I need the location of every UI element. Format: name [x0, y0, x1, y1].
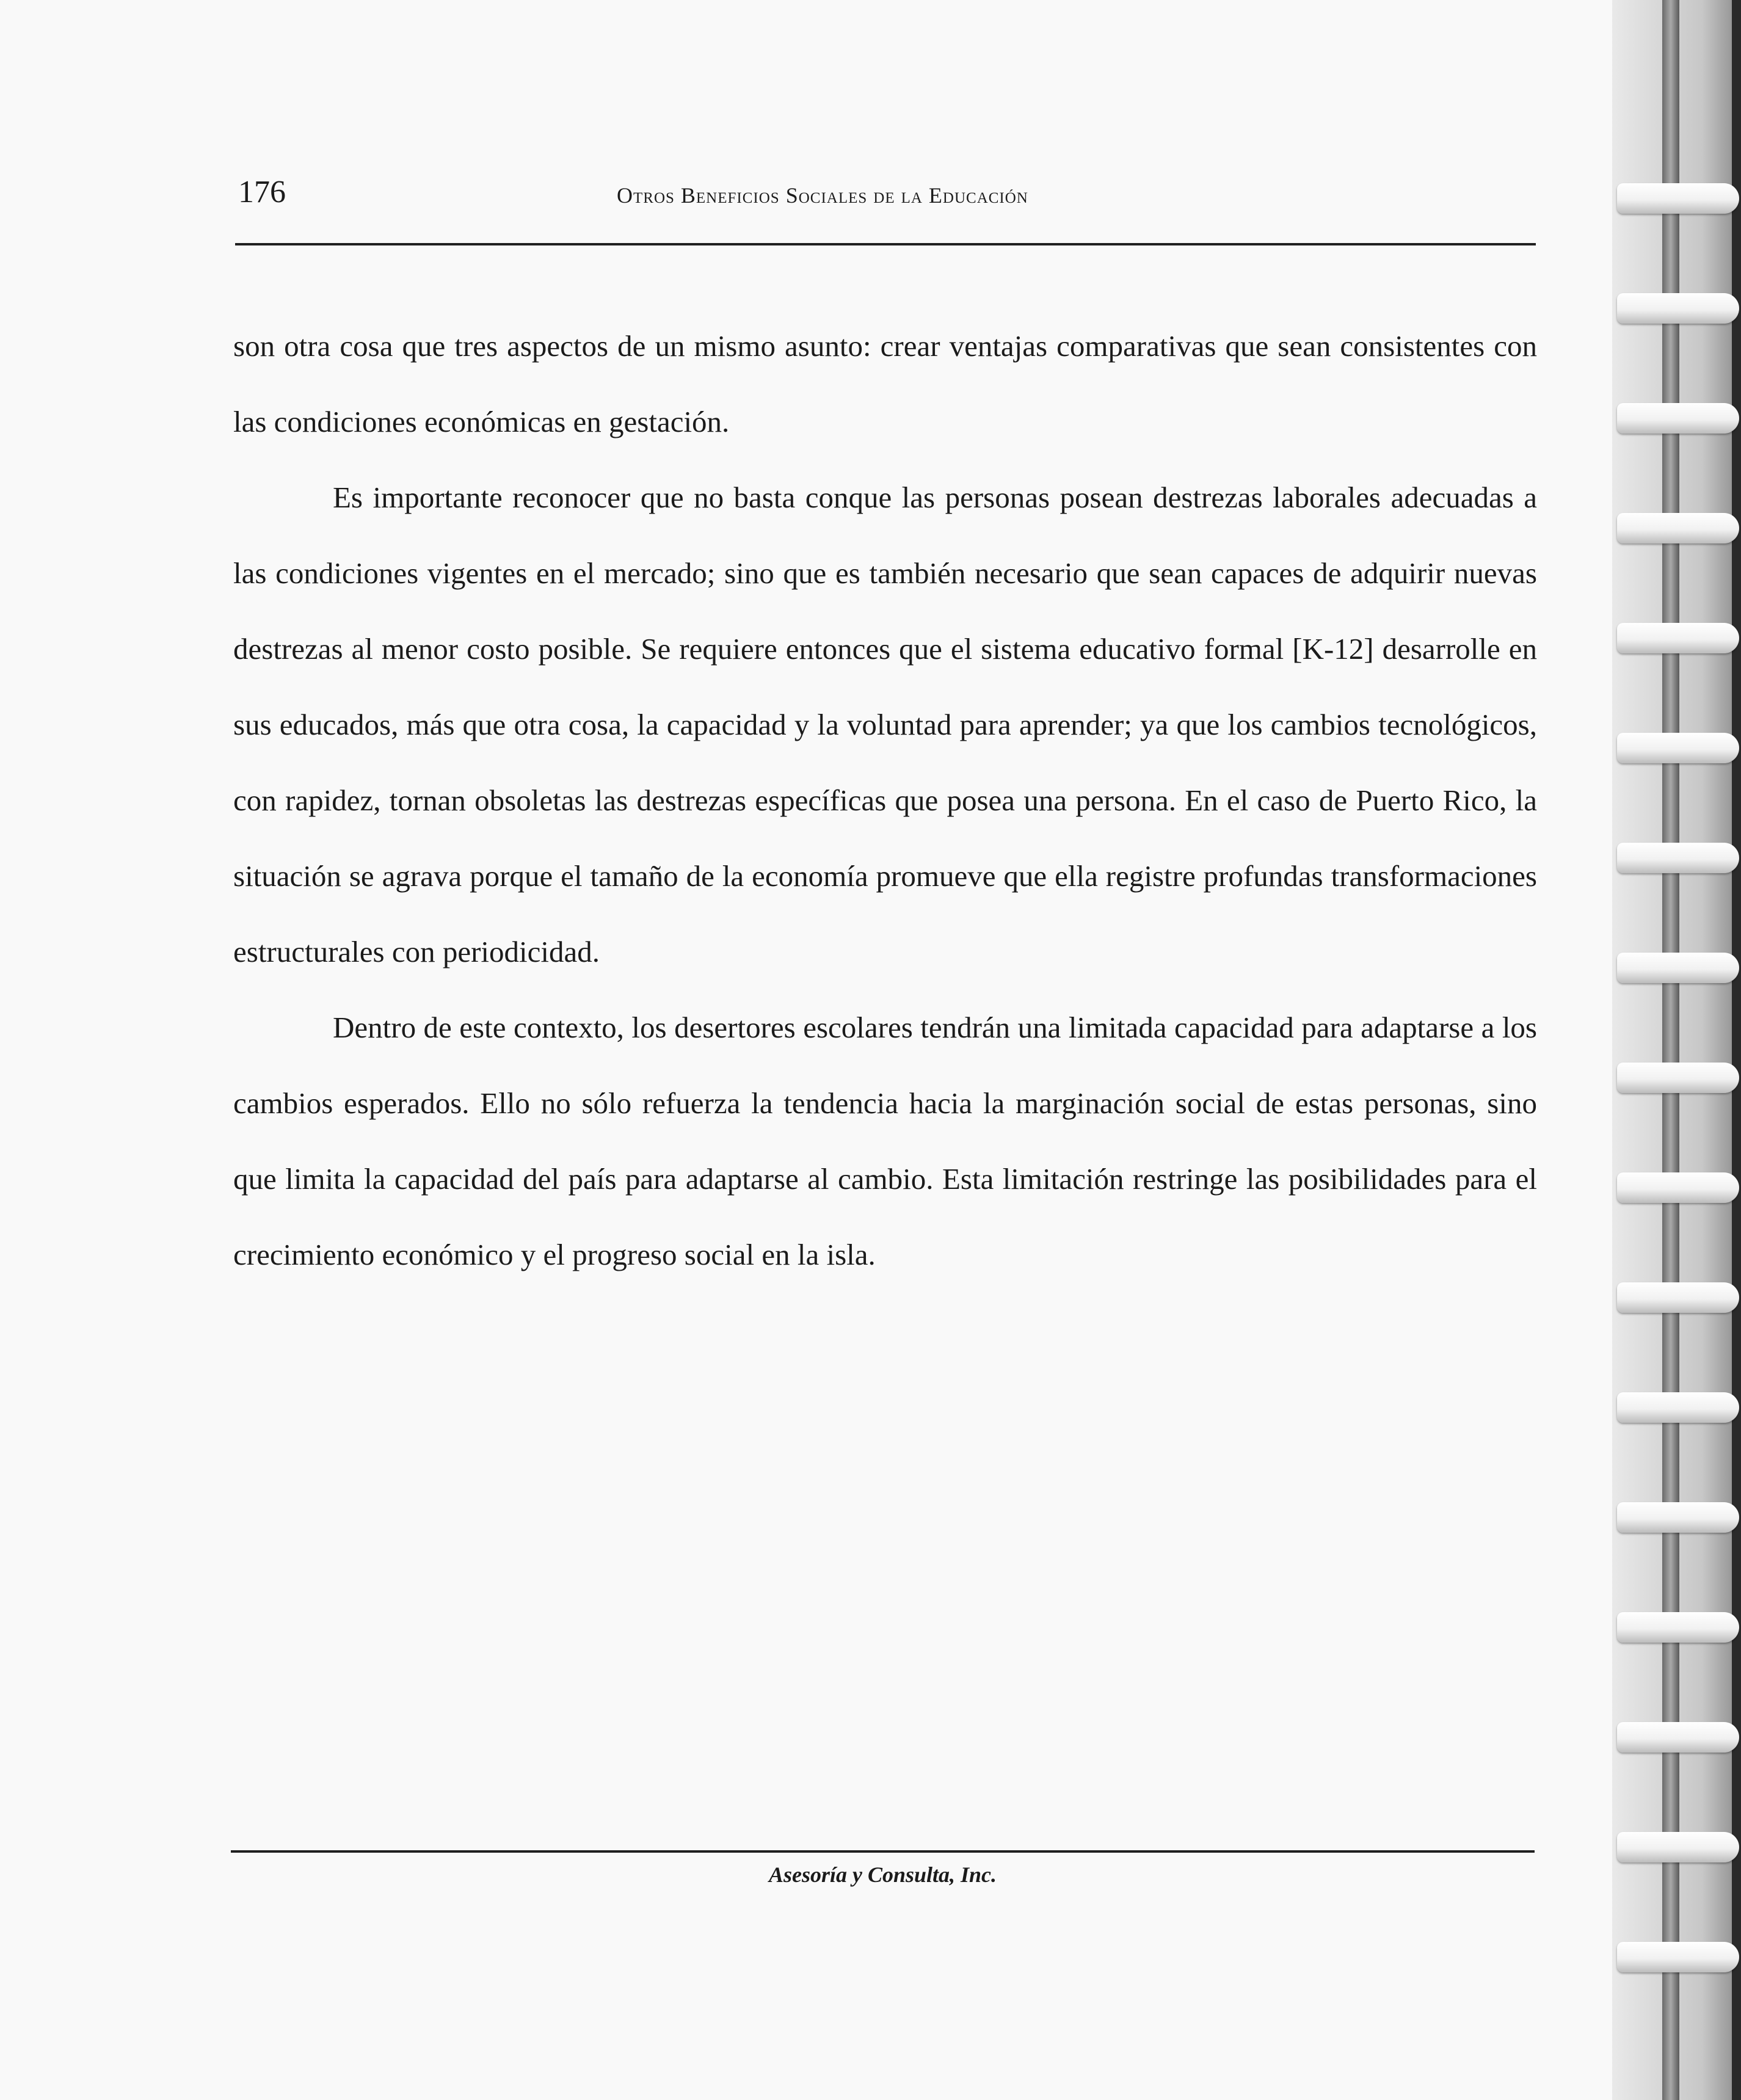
binding-coil: [1617, 1832, 1739, 1862]
running-title: Otros Beneficios Sociales de la Educación: [617, 183, 1028, 208]
header-rule: [235, 243, 1536, 245]
binding-coil: [1617, 183, 1739, 214]
paragraph-2: Es importante reconocer que no basta conque las personas posean destrezas laborales adecuadas a las condiciones vigentes en el mercado; sino que es también necesario que sean capaces de adquirir nuevas destrezas al menor costo posible. Se requiere entonces que el sistema educativo formal [K-12] desarrolle en sus educados, más que otra cosa, la capacidad y la voluntad para aprender; ya que los cambios tecnológicos, con rapidez, tornan obsoletas las destrezas específicas que posea una persona. En el caso de Puerto Rico, la situación se agrava porque el tamaño de la economía promueve que ella registre profundas transformaciones estructurales con periodicidad.: [233, 481, 1537, 968]
binding-coil: [1617, 1942, 1739, 1972]
paragraph-3: Dentro de este contexto, los desertores escolares tendrán una limitada capacidad para adaptarse a los cambios esperados. Ello no sólo refuerza la tendencia hacia la marginación social de estas personas, sino que limita la capacidad del país para adaptarse al cambio. Esta limitación restringe las posibilidades para el crecimiento económico y el progreso social en la isla.: [233, 1011, 1537, 1271]
binding-coil: [1617, 1612, 1739, 1643]
footer-rule: [231, 1850, 1535, 1853]
binding-coil: [1617, 1282, 1739, 1313]
binding-coil: [1617, 1502, 1739, 1533]
binding-coil: [1617, 403, 1739, 434]
binding-coil: [1617, 1392, 1739, 1423]
body-text: [233, 308, 1537, 1293]
binding-coil: [1617, 953, 1739, 983]
binding-coil: [1617, 733, 1739, 763]
binding-coil: [1617, 293, 1739, 324]
page-header: [238, 171, 1536, 220]
binding-coil: [1617, 1063, 1739, 1093]
page-number: 176: [238, 175, 286, 209]
page-footer: Asesoría y Consulta, Inc.: [768, 1862, 997, 1887]
paragraph-1: son otra cosa que tres aspectos de un mismo asunto: crear ventajas comparativas que sean consistentes con las condiciones económicas en gestación.: [233, 329, 1537, 438]
binding-coil: [1617, 843, 1739, 873]
binding-coil: [1617, 1722, 1739, 1753]
binding-coil: [1617, 1172, 1739, 1203]
binding-coil: [1617, 513, 1739, 543]
binding-coil: [1617, 623, 1739, 653]
